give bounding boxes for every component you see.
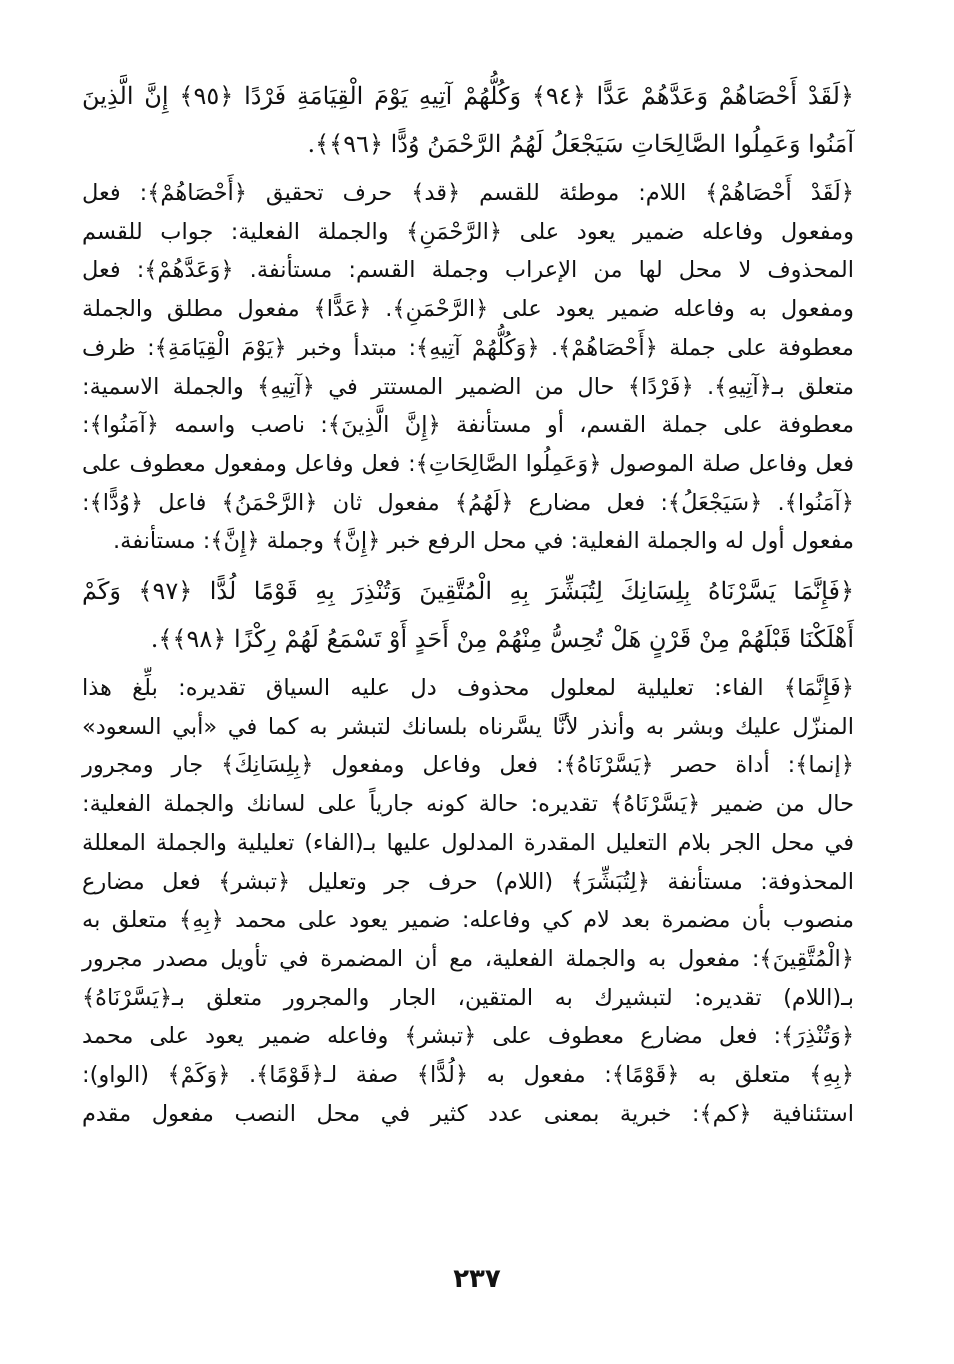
quran-verse-block-2 [82,567,854,663]
text-line: ﴿فَإِنَّمَا﴾ الفاء: تعليلية لمعلول محذوف دل عليه السياق تقديره: بلِّغ هذا [82,675,854,702]
verse-line: أَهْلَكْنَا قَبْلَهُمْ مِنْ قَرْنٍ هَلْ تُحِسُّ مِنْهُمْ مِنْ أَحَدٍ أَوْ تَسْمَعُ لَهُمْ رِكْزًا ﴿٩٨﴾﴾. [150,625,854,654]
text-line: فعل وفاعل صلة الموصول ﴿وَعَمِلُوا الصَّالِحَاتِ﴾: فعل وفاعل ومفعول معطوف على [82,450,854,477]
grammar-analysis-block-2 [82,669,854,1133]
quran-verse-block-1 [82,72,854,168]
text-line: مفعول أول له والجملة الفعلية: في محل الرفع خبر ﴿إِنَّ﴾ وجملة ﴿إِنَّ﴾: مستأنفة. [113,528,854,555]
page-number: ٢٣٧ [453,1264,501,1294]
text-line: حال من ضمير ﴿يَسَّرْنَاهُ﴾ تقديره: حالة كونه جارياً على لسانك والجملة الفعلية: [82,791,854,818]
text-line: معطوفة على جملة القسم، أو مستأنفة ﴿إِنَّ الَّذِينَ﴾: ناصب واسمه ﴿آمَنُوا﴾: [82,412,854,439]
page-body [82,72,854,1133]
text-line: ﴿وَتُنْذِرَ﴾: فعل مضارع معطوف على ﴿تبشر﴾ وفاعله ضمير يعود على محمد [82,1023,854,1050]
verse-line: ﴿لَقَدْ أَحْصَاهُمْ وَعَدَّهُمْ عَدًّا ﴿٩٤﴾ وَكُلُّهُمْ آتِيهِ يَوْمَ الْقِيَامَةِ فَرْدًا ﴿٩٥﴾ إِنَّ الَّذِينَ [82,82,854,110]
text-line: متعلق بـ﴿آتِيهِ﴾. ﴿فَرْدًا﴾ حال من الضمير المستتر في ﴿آتِيهِ﴾ والجملة الاسمية: [82,373,854,400]
text-line: استئنافية ﴿كم﴾: خبرية بمعنى عدد كثير في محل النصب مفعول مقدم [82,1100,854,1127]
verse-line: ﴿فَإِنَّمَا يَسَّرْنَاهُ بِلِسَانِكَ لِتُبَشِّرَ بِهِ الْمُتَّقِينَ وَتُنْذِرَ بِهِ قَوْمًا لُدًّا ﴿٩٧﴾ وَكَمْ [82,577,855,606]
text-line: ﴿بِهِ﴾ متعلق به ﴿قَوْمًا﴾: مفعول به ﴿لُدًّا﴾ صفة لـ﴿قَوْمًا﴾. ﴿وَكَمْ﴾ (الواو): [82,1062,854,1089]
text-line: ﴿آمَنُوا﴾. ﴿سَيَجْعَلُ﴾: فعل مضارع ﴿لَهُمُ﴾ مفعول ثان ﴿الرَّحْمَنُ﴾ فاعل ﴿وُدًّا﴾: [82,489,854,516]
grammar-analysis-block-1 [82,174,854,561]
text-line: المحذوف لا محل لها من الإعراب وجملة القسم: مستأنفة. ﴿وَعَدَّهُمْ﴾: فعل [82,257,854,284]
text-line: ﴿إنما﴾: أداة حصر ﴿يَسَّرْنَاهُ﴾: فعل وفاعل ومفعول ﴿بِلِسَانِكَ﴾ جار ومجرور [82,752,854,779]
text-line: ومفعول به وفاعله ضمير يعود على ﴿الرَّحْمَنِ﴾. ﴿عَدًّا﴾ مفعول مطلق والجملة [82,296,854,323]
text-line: معطوفة على جملة ﴿أَحْصَاهُمْ﴾. ﴿وَكُلُّهُمْ آتِيهِ﴾: مبتدأ وخبر ﴿يَوْمَ الْقِيَامَةِ﴾: ظرف [82,334,854,361]
text-line: بـ(اللام) تقديره: لتبشيرك به المتقين، الجار والمجرور متعلق بـ﴿يَسَّرْنَاهُ﴾ [82,984,854,1011]
text-line: ﴿لَقَدْ أَحْصَاهُمْ﴾ اللام: موطئة للقسم ﴿قد﴾ حرف تحقيق ﴿أَحْصَاهُمْ﴾: فعل [82,180,854,206]
text-line: ومفعول وفاعله ضمير يعود على ﴿الرَّحْمَنِ﴾ والجملة الفعلية: جواب للقسم [82,218,854,245]
text-line: ﴿الْمُتَّقِينَ﴾: مفعول به والجملة الفعلية، مع أن المضمرة في تأويل مصدر مجرور [82,945,854,972]
text-line: المحذوفة: مستأنفة ﴿لِتُبَشِّرَ﴾ (اللام) حرف جر وتعليل ﴿تبشر﴾ فعل مضارع [82,868,854,895]
text-line: المنزّل عليك وبشر به وأنذر لأنَّا يسَّرناه بلسانك لتبشر به كما في «أبي السعود» [82,713,854,740]
text-line: منصوب بأن مضمرة بعد لام كي وفاعله: ضمير يعود على محمد ﴿بِهِ﴾ متعلق به [82,907,854,934]
verse-line: آمَنُوا وَعَمِلُوا الصَّالِحَاتِ سَيَجْعَلُ لَهُمُ الرَّحْمَنُ وُدًّا ﴿٩٦﴾﴾. [307,130,854,158]
text-line: في محل الجر بلام التعليل المقدرة المدلول عليها بـ(الفاء) تعليلية والجملة المعللة [82,829,854,856]
